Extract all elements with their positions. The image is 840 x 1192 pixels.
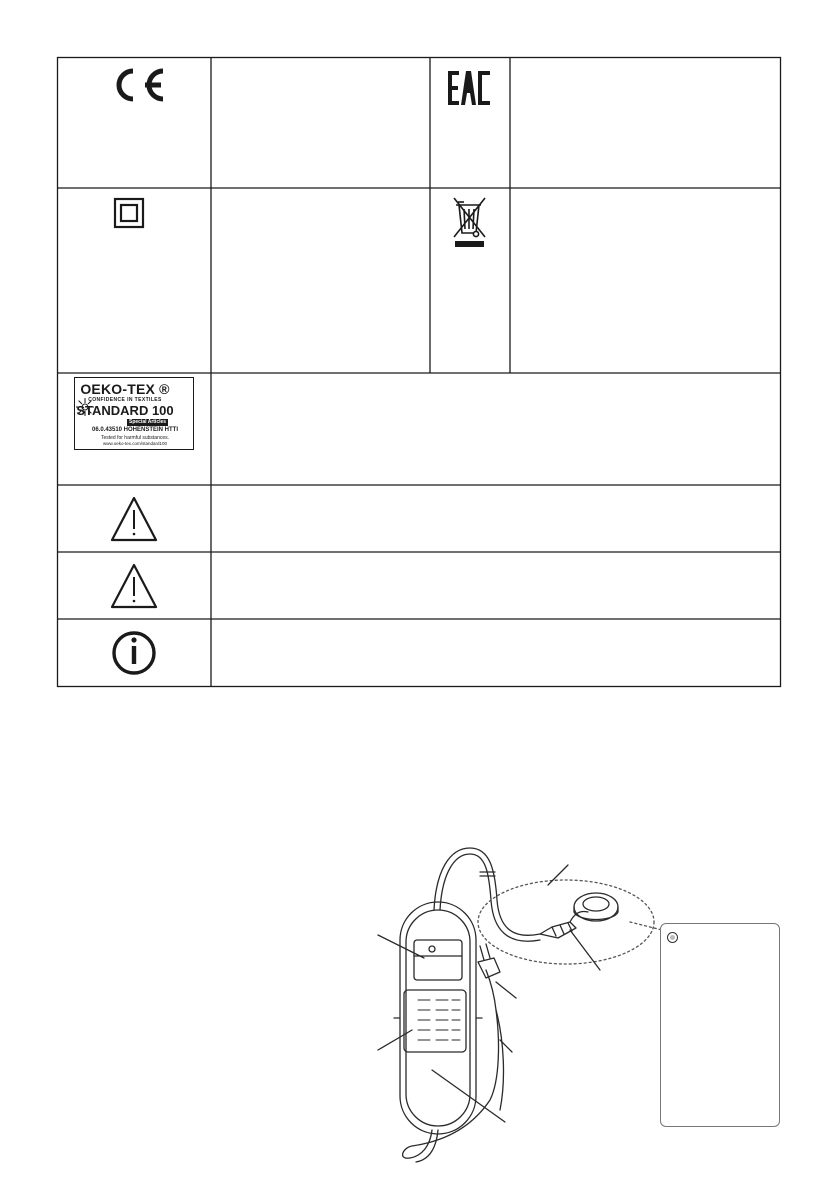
crossed-out-wheelie-bin-icon	[454, 198, 485, 247]
oeko-tex-license: 06.0.43510 HOHENSTEIN HTTI	[91, 427, 179, 433]
oeko-tex-url: www.oeko-tex.com/standard100	[102, 441, 168, 446]
oeko-tex-tested: Tested for harmful substances.	[100, 435, 170, 441]
led-indicator-card	[660, 923, 780, 1127]
oeko-tex-product-class: Special Articles	[129, 419, 167, 425]
oeko-tex-standard: STANDARD 100	[76, 403, 174, 418]
warning-triangle-icon	[112, 498, 156, 540]
oeko-tex-tagline: CONFIDENCE IN TEXTILES	[88, 397, 162, 403]
product-illustration	[0, 830, 840, 1192]
led-indicator-icon	[667, 932, 678, 943]
symbols-table	[57, 57, 781, 687]
information-icon	[114, 633, 154, 673]
eac-mark-icon	[448, 71, 490, 105]
oeko-tex-brand: OEKO-TEX ®	[80, 381, 170, 397]
symbols-table-grid	[57, 57, 781, 687]
oeko-tex-label	[74, 377, 194, 450]
class-ii-double-insulation-icon	[115, 199, 143, 227]
ce-mark-icon	[119, 71, 163, 99]
warning-triangle-icon	[112, 565, 156, 607]
oeko-tex-flower-icon	[75, 397, 95, 417]
